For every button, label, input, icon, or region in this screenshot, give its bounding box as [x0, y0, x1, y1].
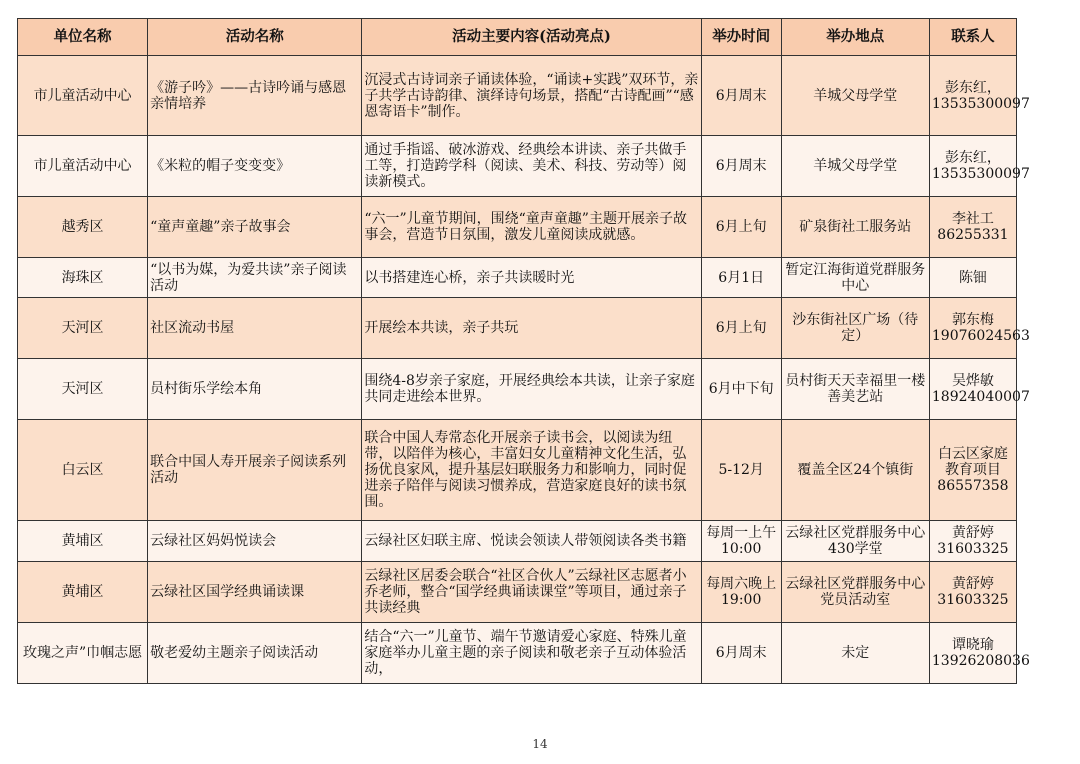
table-row — [18, 258, 1017, 298]
table-row — [18, 359, 1017, 420]
cell-content: 以书搭建连心桥，亲子共读暖时光 — [362, 258, 701, 298]
cell-place: 羊城父母学堂 — [781, 56, 929, 136]
cell-contact: 吴烨敏18924040007 — [929, 359, 1016, 420]
cell-content: 云绿社区妇联主席、悦读会领读人带领阅读各类书籍 — [362, 521, 701, 562]
cell-contact: 黄舒婷31603325 — [929, 562, 1016, 623]
table-row — [18, 56, 1017, 136]
page-number: 14 — [532, 737, 548, 751]
header-time: 举办时间 — [701, 19, 781, 56]
cell-contact: 白云区家庭教育项目86557358 — [929, 420, 1016, 521]
cell-time: 6月1日 — [701, 258, 781, 298]
header-contact: 联系人 — [929, 19, 1016, 56]
cell-unit: 市儿童活动中心 — [18, 136, 148, 197]
cell-unit: 越秀区 — [18, 197, 148, 258]
cell-unit: 黄埔区 — [18, 562, 148, 623]
cell-place: 云绿社区党群服务中心430学堂 — [781, 521, 929, 562]
cell-time: 5-12月 — [701, 420, 781, 521]
cell-content: 联合中国人寿常态化开展亲子读书会，以阅读为纽带，以陪伴为核心，丰富妇女儿童精神文化生活，弘扬优良家风，提升基层妇联服务力和影响力，同时促进亲子陪伴与阅读习惯养成，营造家庭良好的读书氛围。 — [362, 420, 701, 521]
cell-activity: 联合中国人寿开展亲子阅读系列活动 — [148, 420, 362, 521]
table-row — [18, 136, 1017, 197]
cell-activity: 社区流动书屋 — [148, 298, 362, 359]
cell-unit: 市儿童活动中心 — [18, 56, 148, 136]
header-place: 举办地点 — [781, 19, 929, 56]
table-row — [18, 623, 1017, 684]
table-row — [18, 197, 1017, 258]
cell-time: 6月上旬 — [701, 298, 781, 359]
cell-time: 6月中下旬 — [701, 359, 781, 420]
cell-content: “六一”儿童节期间，围绕“童声童趣”主题开展亲子故事会，营造节日氛围，激发儿童阅读成就感。 — [362, 197, 701, 258]
cell-unit: 天河区 — [18, 298, 148, 359]
cell-content: 通过手指谣、破冰游戏、经典绘本讲读、亲子共做手工等，打造跨学科（阅读、美术、科技、劳动等）阅读新模式。 — [362, 136, 701, 197]
cell-place: 未定 — [781, 623, 929, 684]
cell-unit: 黄埔区 — [18, 521, 148, 562]
cell-place: 员村街天天幸福里一楼善美艺站 — [781, 359, 929, 420]
cell-activity: “以书为媒，为爱共读”亲子阅读活动 — [148, 258, 362, 298]
cell-content: 开展绘本共读，亲子共玩 — [362, 298, 701, 359]
header-activity: 活动名称 — [148, 19, 362, 56]
cell-content: 沉浸式古诗词亲子诵读体验，“诵读+实践”双环节，亲子共学古诗韵律、演绎诗句场景，搭配“古诗配画”“感恩寄语卡”制作。 — [362, 56, 701, 136]
cell-activity: 《游子吟》——古诗吟诵与感恩亲情培养 — [148, 56, 362, 136]
cell-activity: 《米粒的帽子变变变》 — [148, 136, 362, 197]
cell-time: 6月上旬 — [701, 197, 781, 258]
header-unit: 单位名称 — [18, 19, 148, 56]
cell-content: 结合“六一”儿童节、端午节邀请爱心家庭、特殊儿童家庭举办儿童主题的亲子阅读和敬老亲子互动体验活动， — [362, 623, 701, 684]
cell-contact: 郭东梅19076024563 — [929, 298, 1016, 359]
cell-unit: 天河区 — [18, 359, 148, 420]
table-row — [18, 562, 1017, 623]
cell-content: 云绿社区居委会联合“社区合伙人”云绿社区志愿者小乔老师，整合“国学经典诵读课堂”等项目，通过亲子共读经典 — [362, 562, 701, 623]
activity-table — [17, 18, 1030, 684]
cell-place: 暂定江海街道党群服务中心 — [781, 258, 929, 298]
cell-contact: 彭东红，13535300097 — [929, 136, 1016, 197]
cell-place: 云绿社区党群服务中心党员活动室 — [781, 562, 929, 623]
cell-activity: “童声童趣”亲子故事会 — [148, 197, 362, 258]
cell-place: 矿泉街社工服务站 — [781, 197, 929, 258]
cell-contact: 黄舒婷31603325 — [929, 521, 1016, 562]
cell-time: 6月周末 — [701, 56, 781, 136]
cell-time: 每周六晚上19:00 — [701, 562, 781, 623]
cell-contact: 陈钿 — [929, 258, 1016, 298]
cell-unit: 白云区 — [18, 420, 148, 521]
cell-activity: 员村街乐学绘本角 — [148, 359, 362, 420]
cell-contact: 彭东红，13535300097 — [929, 56, 1016, 136]
header-content: 活动主要内容(活动亮点) — [362, 19, 701, 56]
cell-activity: 云绿社区妈妈悦读会 — [148, 521, 362, 562]
cell-activity: 云绿社区国学经典诵读课 — [148, 562, 362, 623]
table-row — [18, 521, 1017, 562]
cell-time: 6月周末 — [701, 623, 781, 684]
cell-time: 每周一上午10:00 — [701, 521, 781, 562]
cell-content: 围绕4-8岁亲子家庭，开展经典绘本共读，让亲子家庭共同走进绘本世界。 — [362, 359, 701, 420]
cell-contact: 谭晓瑜13926208036 — [929, 623, 1016, 684]
table-row — [18, 298, 1017, 359]
cell-time: 6月周末 — [701, 136, 781, 197]
cell-contact: 李社工86255331 — [929, 197, 1016, 258]
table-row — [18, 420, 1017, 521]
cell-place: 羊城父母学堂 — [781, 136, 929, 197]
table-header-row — [18, 19, 1017, 56]
cell-unit: 海珠区 — [18, 258, 148, 298]
cell-place: 覆盖全区24个镇街 — [781, 420, 929, 521]
cell-activity: 敬老爱幼主题亲子阅读活动 — [148, 623, 362, 684]
cell-unit: 玫瑰之声”巾帼志愿 — [18, 623, 148, 684]
cell-place: 沙东街社区广场（待定） — [781, 298, 929, 359]
